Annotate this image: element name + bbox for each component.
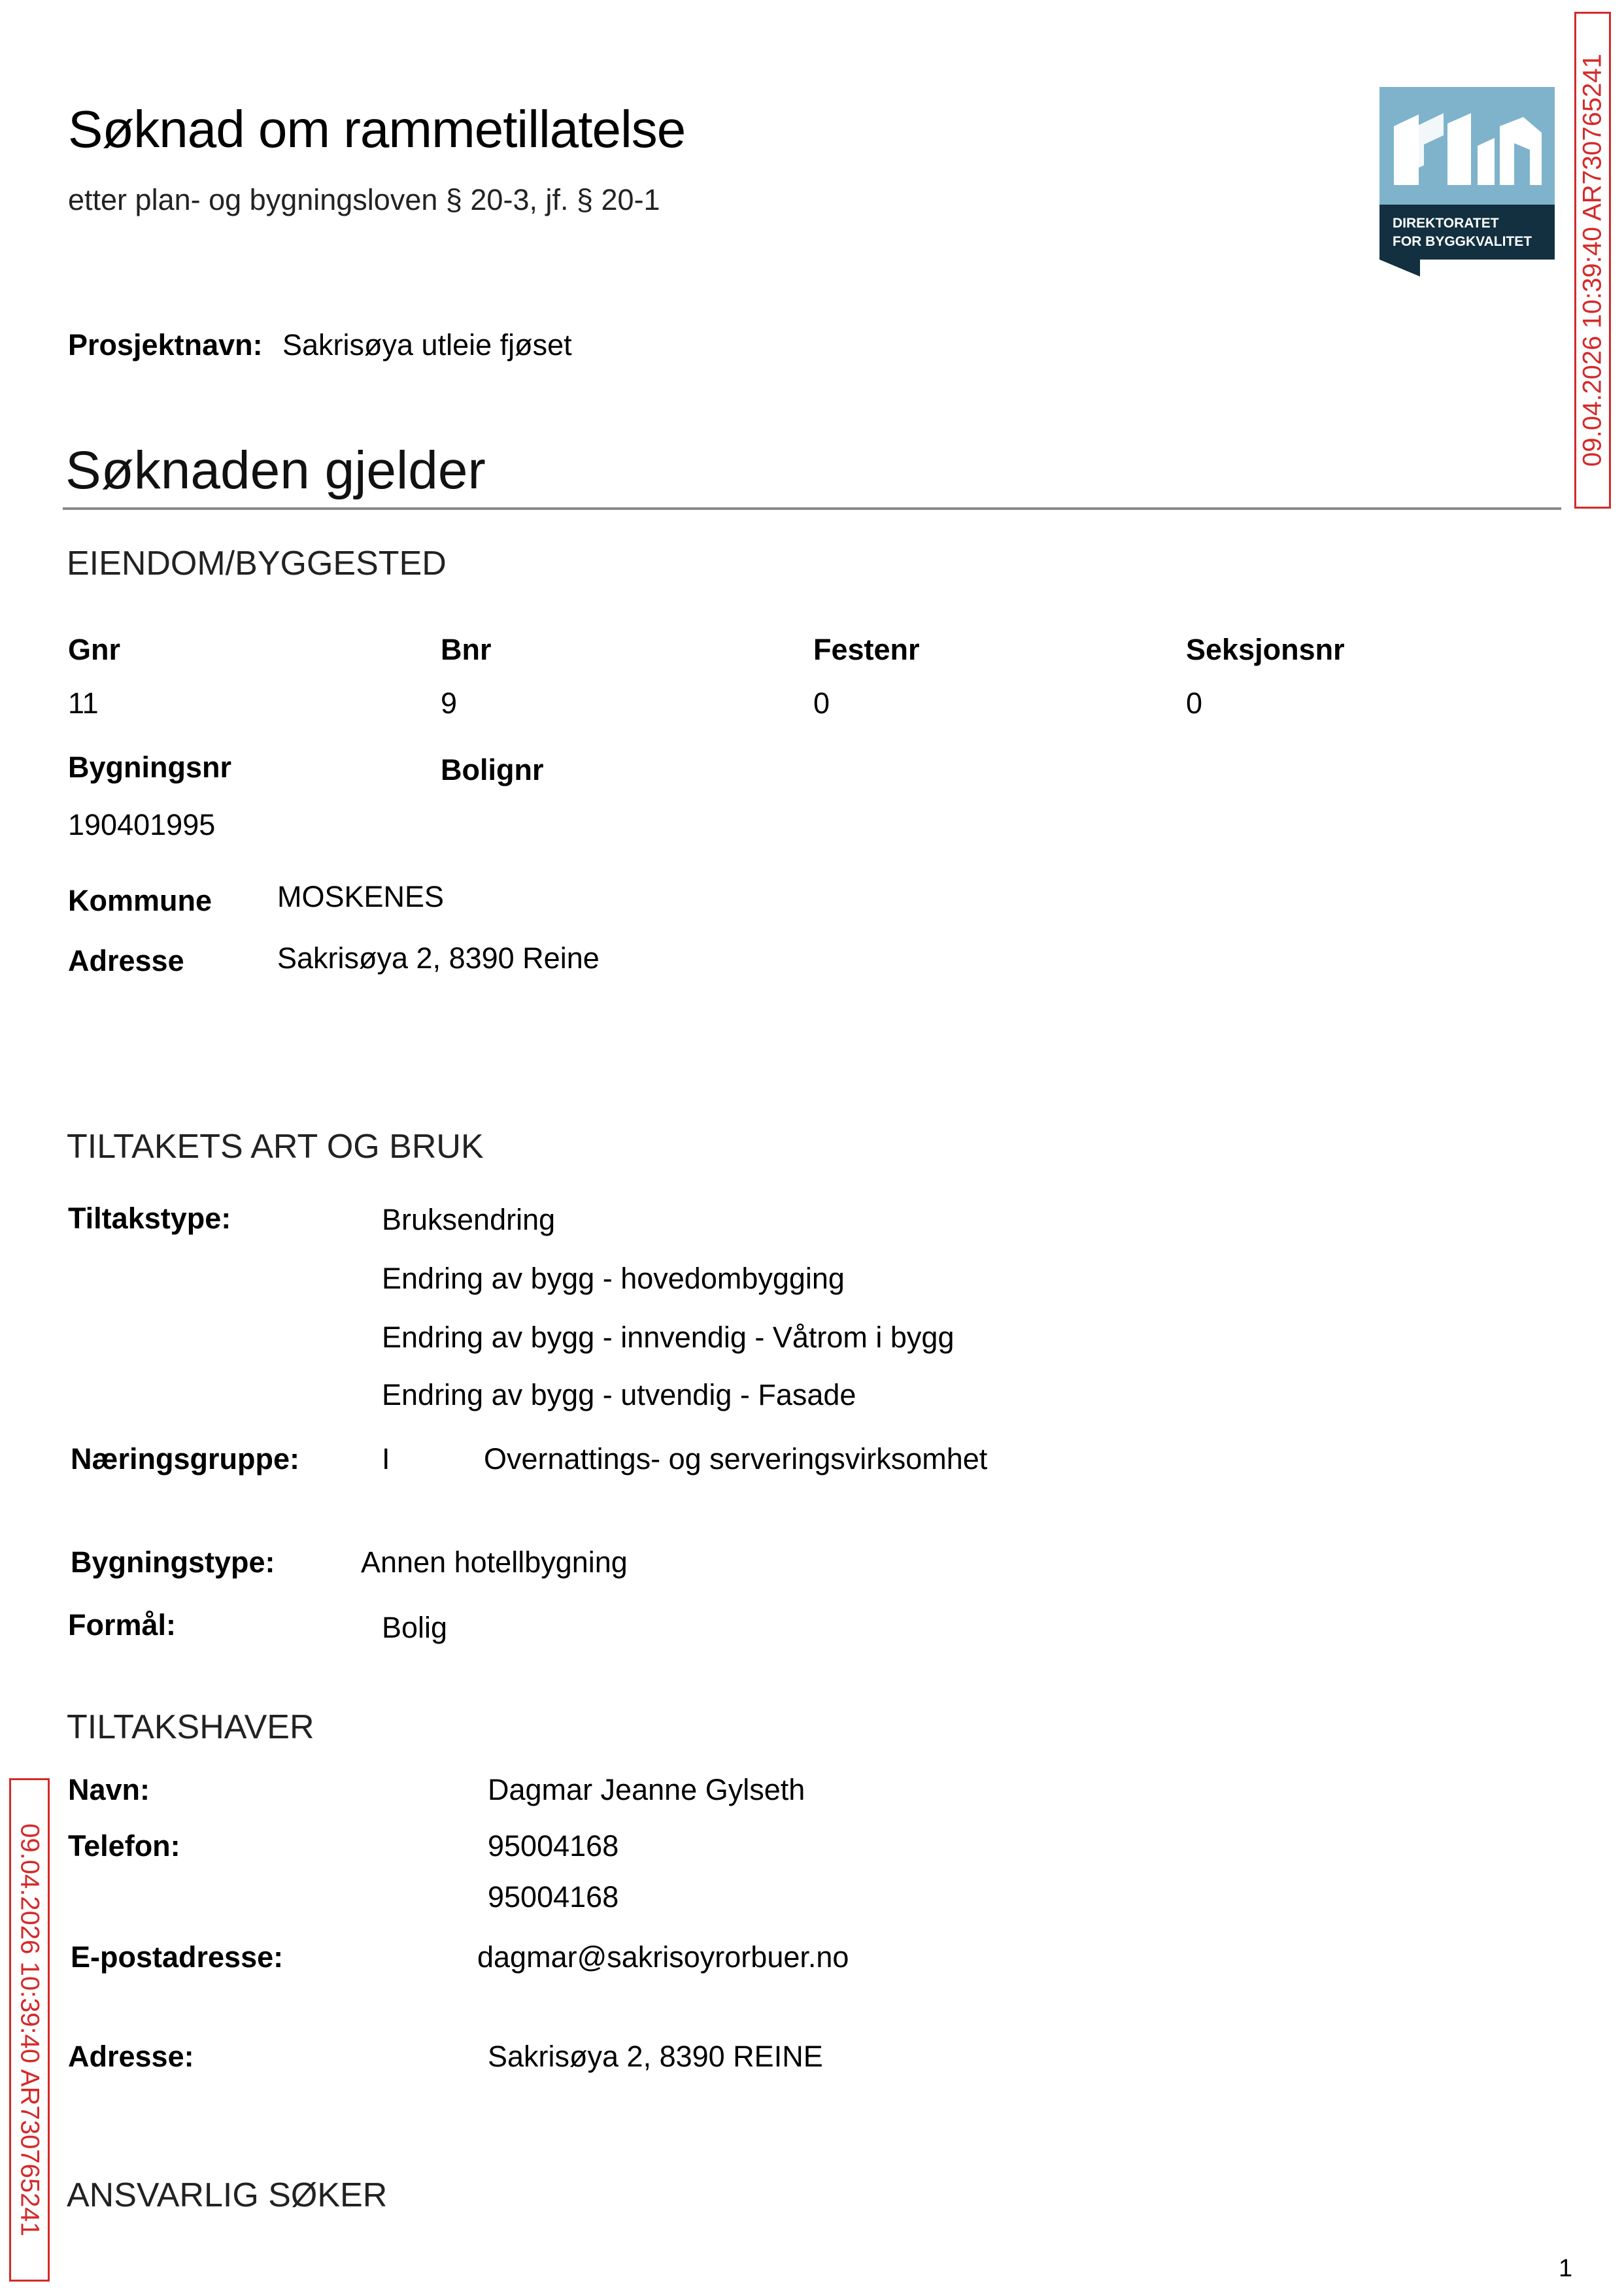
navn-value: Dagmar Jeanne Gylseth bbox=[488, 1773, 805, 1806]
formaal-value: Bolig bbox=[382, 1611, 448, 1644]
bygningstype-label: Bygningstype: bbox=[71, 1545, 275, 1579]
tiltakstype-item: Endring av bygg - innvendig - Våtrom i bygg bbox=[382, 1321, 955, 1354]
formaal-label: Formål: bbox=[68, 1608, 177, 1642]
section-divider bbox=[63, 507, 1561, 510]
page-number: 1 bbox=[1559, 2255, 1573, 2282]
tiltakstype-item: Endring av bygg - utvendig - Fasade bbox=[382, 1378, 856, 1411]
kommune-label: Kommune bbox=[68, 884, 212, 917]
kommune-value: MOSKENES bbox=[277, 880, 445, 913]
telefon-value-2: 95004168 bbox=[488, 1880, 619, 1914]
tiltakstype-label: Tiltakstype: bbox=[68, 1202, 231, 1235]
bolignr-label: Bolignr bbox=[441, 753, 544, 786]
timestamp-stamp-left: 09.04.2026 10:39:40 AR730765241 bbox=[9, 1778, 50, 2282]
project-name-value: Sakrisøya utleie fjøset bbox=[282, 328, 572, 362]
dibk-logo bbox=[1379, 87, 1555, 277]
festenr-value: 0 bbox=[813, 686, 830, 720]
bnr-label: Bnr bbox=[441, 633, 492, 666]
bygningsnr-label: Bygningsnr bbox=[68, 751, 232, 784]
epost-value: dagmar@sakrisoyrorbuer.no bbox=[477, 1940, 849, 1974]
project-name-label: Prosjektnavn: bbox=[68, 328, 263, 362]
adresse-value: Sakrisøya 2, 8390 Reine bbox=[277, 941, 600, 975]
seksjonsnr-value: 0 bbox=[1186, 686, 1203, 720]
adresse-label: Adresse bbox=[68, 944, 184, 977]
tiltak-heading: TILTAKETS ART OG BRUK bbox=[67, 1128, 484, 1166]
tiltakshaver-heading: TILTAKSHAVER bbox=[67, 1708, 314, 1746]
gnr-label: Gnr bbox=[68, 633, 121, 666]
festenr-label: Festenr bbox=[813, 633, 920, 666]
section-heading: Søknaden gjelder bbox=[65, 441, 486, 500]
timestamp-stamp-right: 09.04.2026 10:39:40 AR730765241 bbox=[1574, 12, 1611, 509]
telefon-value: 95004168 bbox=[488, 1829, 619, 1863]
tiltakshaver-adresse-value: Sakrisøya 2, 8390 REINE bbox=[488, 2040, 823, 2073]
tiltakstype-item: Bruksendring bbox=[382, 1203, 556, 1236]
ansvarlig-soker-heading: ANSVARLIG SØKER bbox=[67, 2176, 388, 2214]
eiendom-heading: EIENDOM/BYGGESTED bbox=[67, 545, 447, 582]
telefon-label: Telefon: bbox=[68, 1829, 180, 1863]
bygningsnr-value: 190401995 bbox=[68, 808, 216, 841]
epost-label: E-postadresse: bbox=[71, 1940, 284, 1974]
tiltakshaver-adresse-label: Adresse: bbox=[68, 2040, 194, 2073]
logo-text-1: DIREKTORATET bbox=[1393, 216, 1499, 231]
logo-text-2: FOR BYGGKVALITET bbox=[1393, 234, 1532, 249]
tiltakstype-item: Endring av bygg - hovedombygging bbox=[382, 1262, 845, 1295]
document-subtitle: etter plan- og bygningsloven § 20-3, jf. § 20-1 bbox=[68, 183, 660, 216]
document-title: Søknad om rammetillatelse bbox=[68, 100, 686, 158]
bygningstype-value: Annen hotellbygning bbox=[361, 1545, 628, 1579]
bnr-value: 9 bbox=[441, 686, 458, 720]
seksjonsnr-label: Seksjonsnr bbox=[1186, 633, 1345, 666]
navn-label: Navn: bbox=[68, 1773, 150, 1806]
naeringsgruppe-code: I bbox=[382, 1442, 390, 1476]
naeringsgruppe-label: Næringsgruppe: bbox=[71, 1442, 300, 1476]
naeringsgruppe-text: Overnattings- og serveringsvirksomhet bbox=[484, 1442, 988, 1476]
gnr-value: 11 bbox=[68, 686, 99, 720]
